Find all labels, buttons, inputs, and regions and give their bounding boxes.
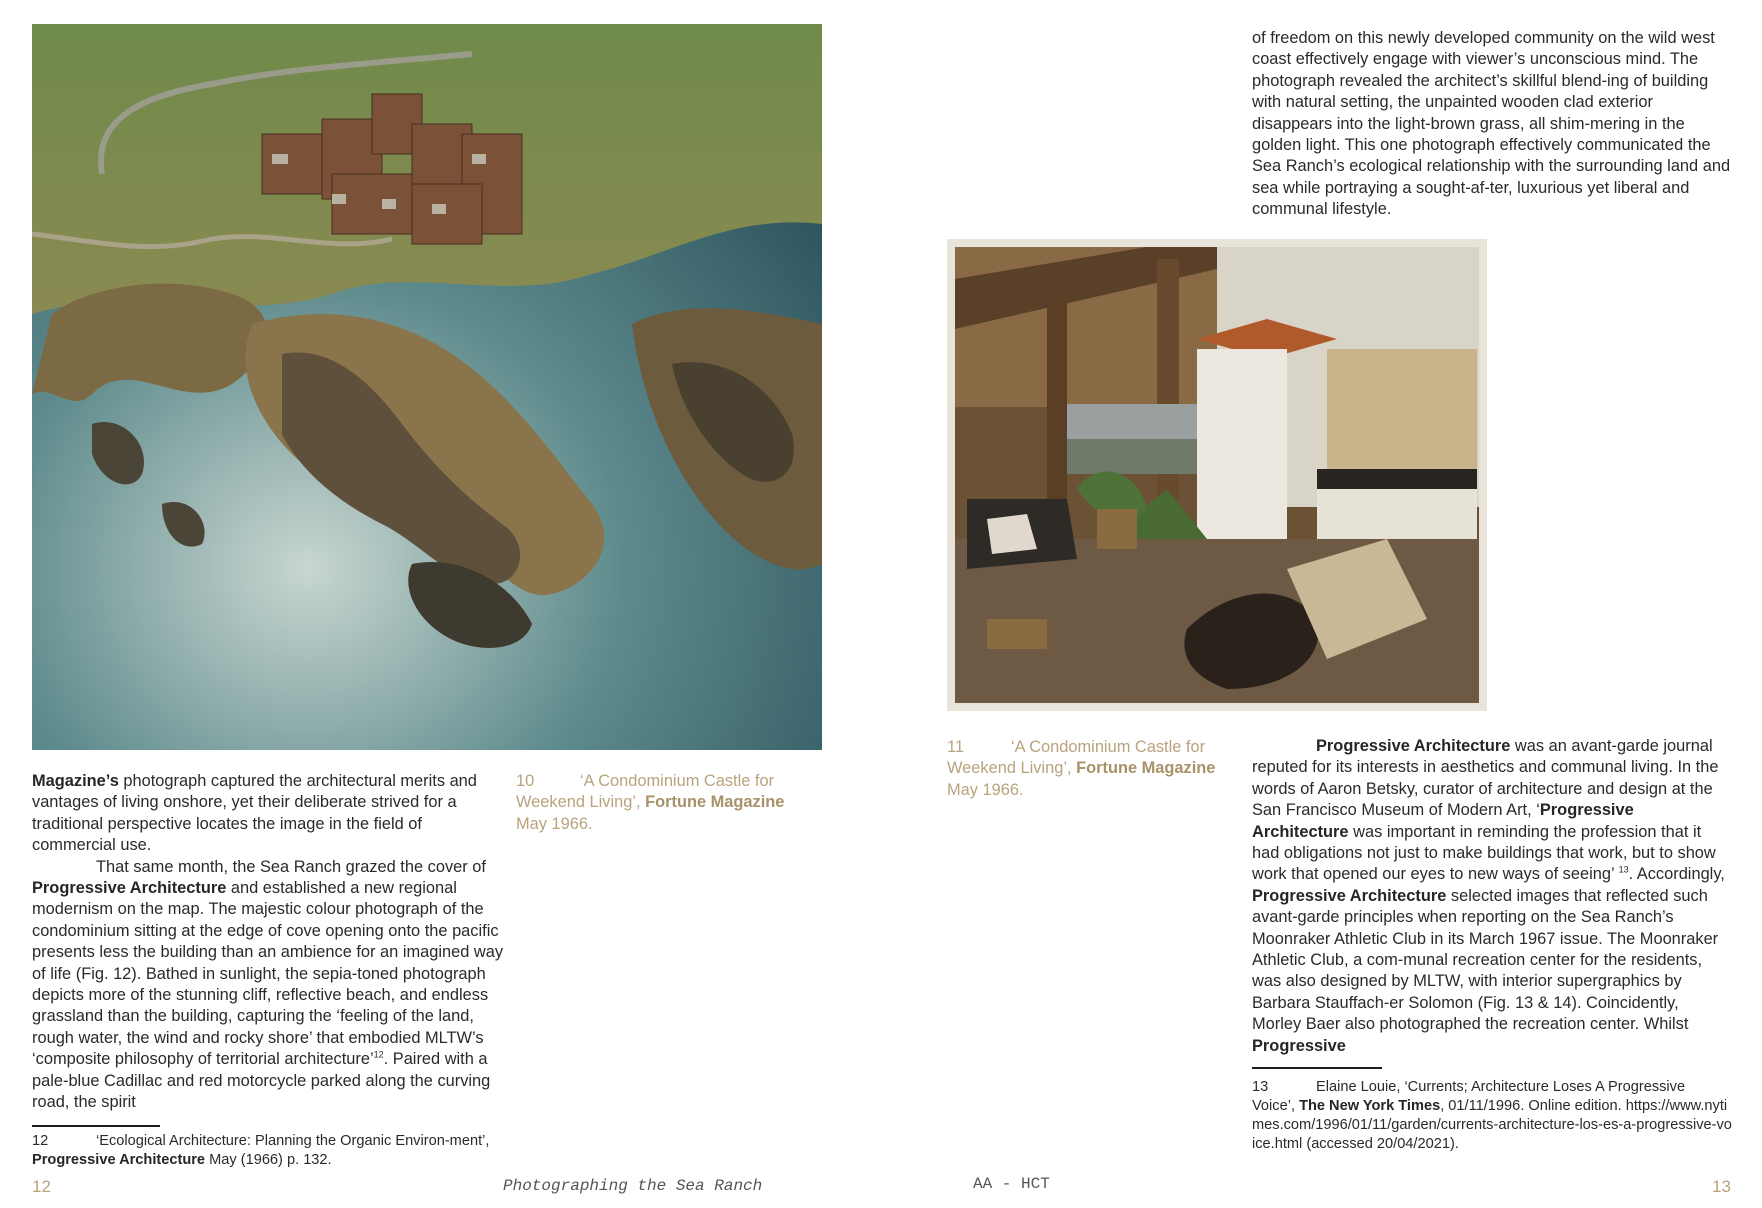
caption-number: 10 [516, 772, 535, 790]
caption-text: May 1966. [947, 780, 1024, 799]
right-top-paragraph [1252, 28, 1732, 221]
running-title-left: Photographing the Sea Ranch [503, 1177, 763, 1195]
emphasis-text: Magazine’s [32, 772, 119, 790]
paragraph-text: and established a new regional modernism on the map. The majestic colour photograph of the condominium sitting at the edge of cove opening onto the pacific presents less the building than an ambience for an imagined way of life (Fig. 12). Bathed in sunlight, the sepia-toned photograph depicts more of the stunning cliff, reflective beach, and endless grassland than the building, capturing the ‘feeling of the land, rough water, the wind and rocky shore’ that embodied MLTW’s ‘composite philosophy of territorial architecture’ [32, 879, 504, 1069]
paragraph-text: of freedom on this newly developed community on the wild west coast effectively engage with viewer’s unconscious mind. The photograph revealed the architect’s skillful blend-ing of building with natural setting, the unpainted wooden clad exterior disappears into the light-brown grass, all shim-mering in the golden light. This one photograph effectively communicated the Sea Ranch’s ecological relationship with the surrounding land and sea while portraying a sought-af-ter, luxurious yet liberal and communal lifestyle. [1252, 29, 1731, 219]
journal-name: Progressive Architecture [1252, 801, 1634, 841]
paragraph-text: . Paired with a pale-blue Cadillac and red motorcycle parked along the curving road, the spirit [32, 1050, 491, 1112]
caption-text: May 1966. [516, 814, 593, 833]
paragraph-progressive-cover [32, 857, 507, 1114]
paragraph-progressive-architecture [1252, 736, 1732, 1057]
paragraph-text: was an avant-garde journal reputed for its interests in aesthetics and communal living. In the words of Aaron Betsky, curator of architecture and design at the San Francisco Museum of Modern Art, ‘ [1252, 737, 1719, 820]
caption-text: ‘A Condominium Castle for Weekend Living’, [516, 772, 775, 812]
running-title-right: AA - HCT [973, 1175, 1050, 1193]
figure-caption-10 [516, 771, 816, 835]
paragraph-text: . Accordingly, [1628, 865, 1725, 884]
footnote-number: 12 [32, 1133, 49, 1149]
caption-text: ‘A Condominium Castle for Weekend Living’, [947, 738, 1206, 778]
caption-publication: Fortune Magazine [645, 793, 785, 812]
paragraph-magazine [32, 771, 507, 857]
right-body-text [1252, 736, 1732, 1057]
aerial-photo-sea-ranch [32, 24, 822, 750]
page-number-right: 13 [1712, 1177, 1731, 1196]
caption-publication: Fortune Magazine [1076, 759, 1216, 778]
caption-number: 11 [947, 738, 965, 756]
footnote-rule [32, 1125, 160, 1127]
paragraph-text: selected images that reflected such avant-garde principles when reporting on the Sea Ranch’s Moonraker Athletic Club in its March 1967 issue. The Moonraker Athletic Club, a com-munal recreation center for the residents, was also designed by MLTW, with interior supergraphics by Barbara Stauffach-er Solomon (Fig. 13 & 14). Coincidently, Morley Baer also photographed the recreation center. Whilst [1252, 886, 1719, 1034]
interior-photo-condominium [947, 239, 1487, 711]
journal-name: Progressive Architecture [1252, 886, 1447, 905]
journal-name: Progressive Architecture [1316, 737, 1511, 755]
footnote-publication: The New York Times [1299, 1098, 1441, 1114]
journal-name: Progressive [1252, 1036, 1346, 1055]
footnote-number: 13 [1252, 1079, 1269, 1095]
footnote-ref: 13 [1618, 864, 1629, 875]
paragraph-text: photograph captured the architectural merits and vantages of living onshore, yet their deliberate strived for a traditional perspective locates the image in the field of commercial use. [32, 772, 477, 855]
footnote-text: Elaine Louie, ‘Currents; Architecture Loses A Progressive Voice’, [1252, 1079, 1686, 1114]
footnote-text: May (1966) p. 132. [205, 1152, 332, 1168]
footnote-publication: Progressive Architecture [32, 1152, 206, 1168]
figure-caption-11 [947, 737, 1237, 801]
footnote-text: ‘Ecological Architecture: Planning the Organic Environ-ment’, [96, 1133, 490, 1149]
footnote-rule [1252, 1067, 1382, 1069]
journal-name: Progressive Architecture [32, 879, 227, 898]
page-number-left: 12 [32, 1177, 51, 1196]
footnote-text: , 01/11/1996. Online edition. https://www.nytimes.com/1996/01/11/garden/currents-architecture-los-es-a-progressive-voice.html (accessed 20/04/2021). [1252, 1098, 1732, 1152]
paragraph-text: was important in reminding the profession that it had obligations not just to make buildings that work, but to show work that opened our eyes to new ways of seeing’ [1252, 822, 1716, 884]
paragraph-text: That same month, the Sea Ranch grazed the cover of [96, 857, 486, 876]
footnote-ref: 12 [373, 1049, 384, 1060]
footnote-13 [1252, 1078, 1732, 1154]
footnote-12 [32, 1132, 502, 1170]
left-body-text [32, 771, 507, 1114]
